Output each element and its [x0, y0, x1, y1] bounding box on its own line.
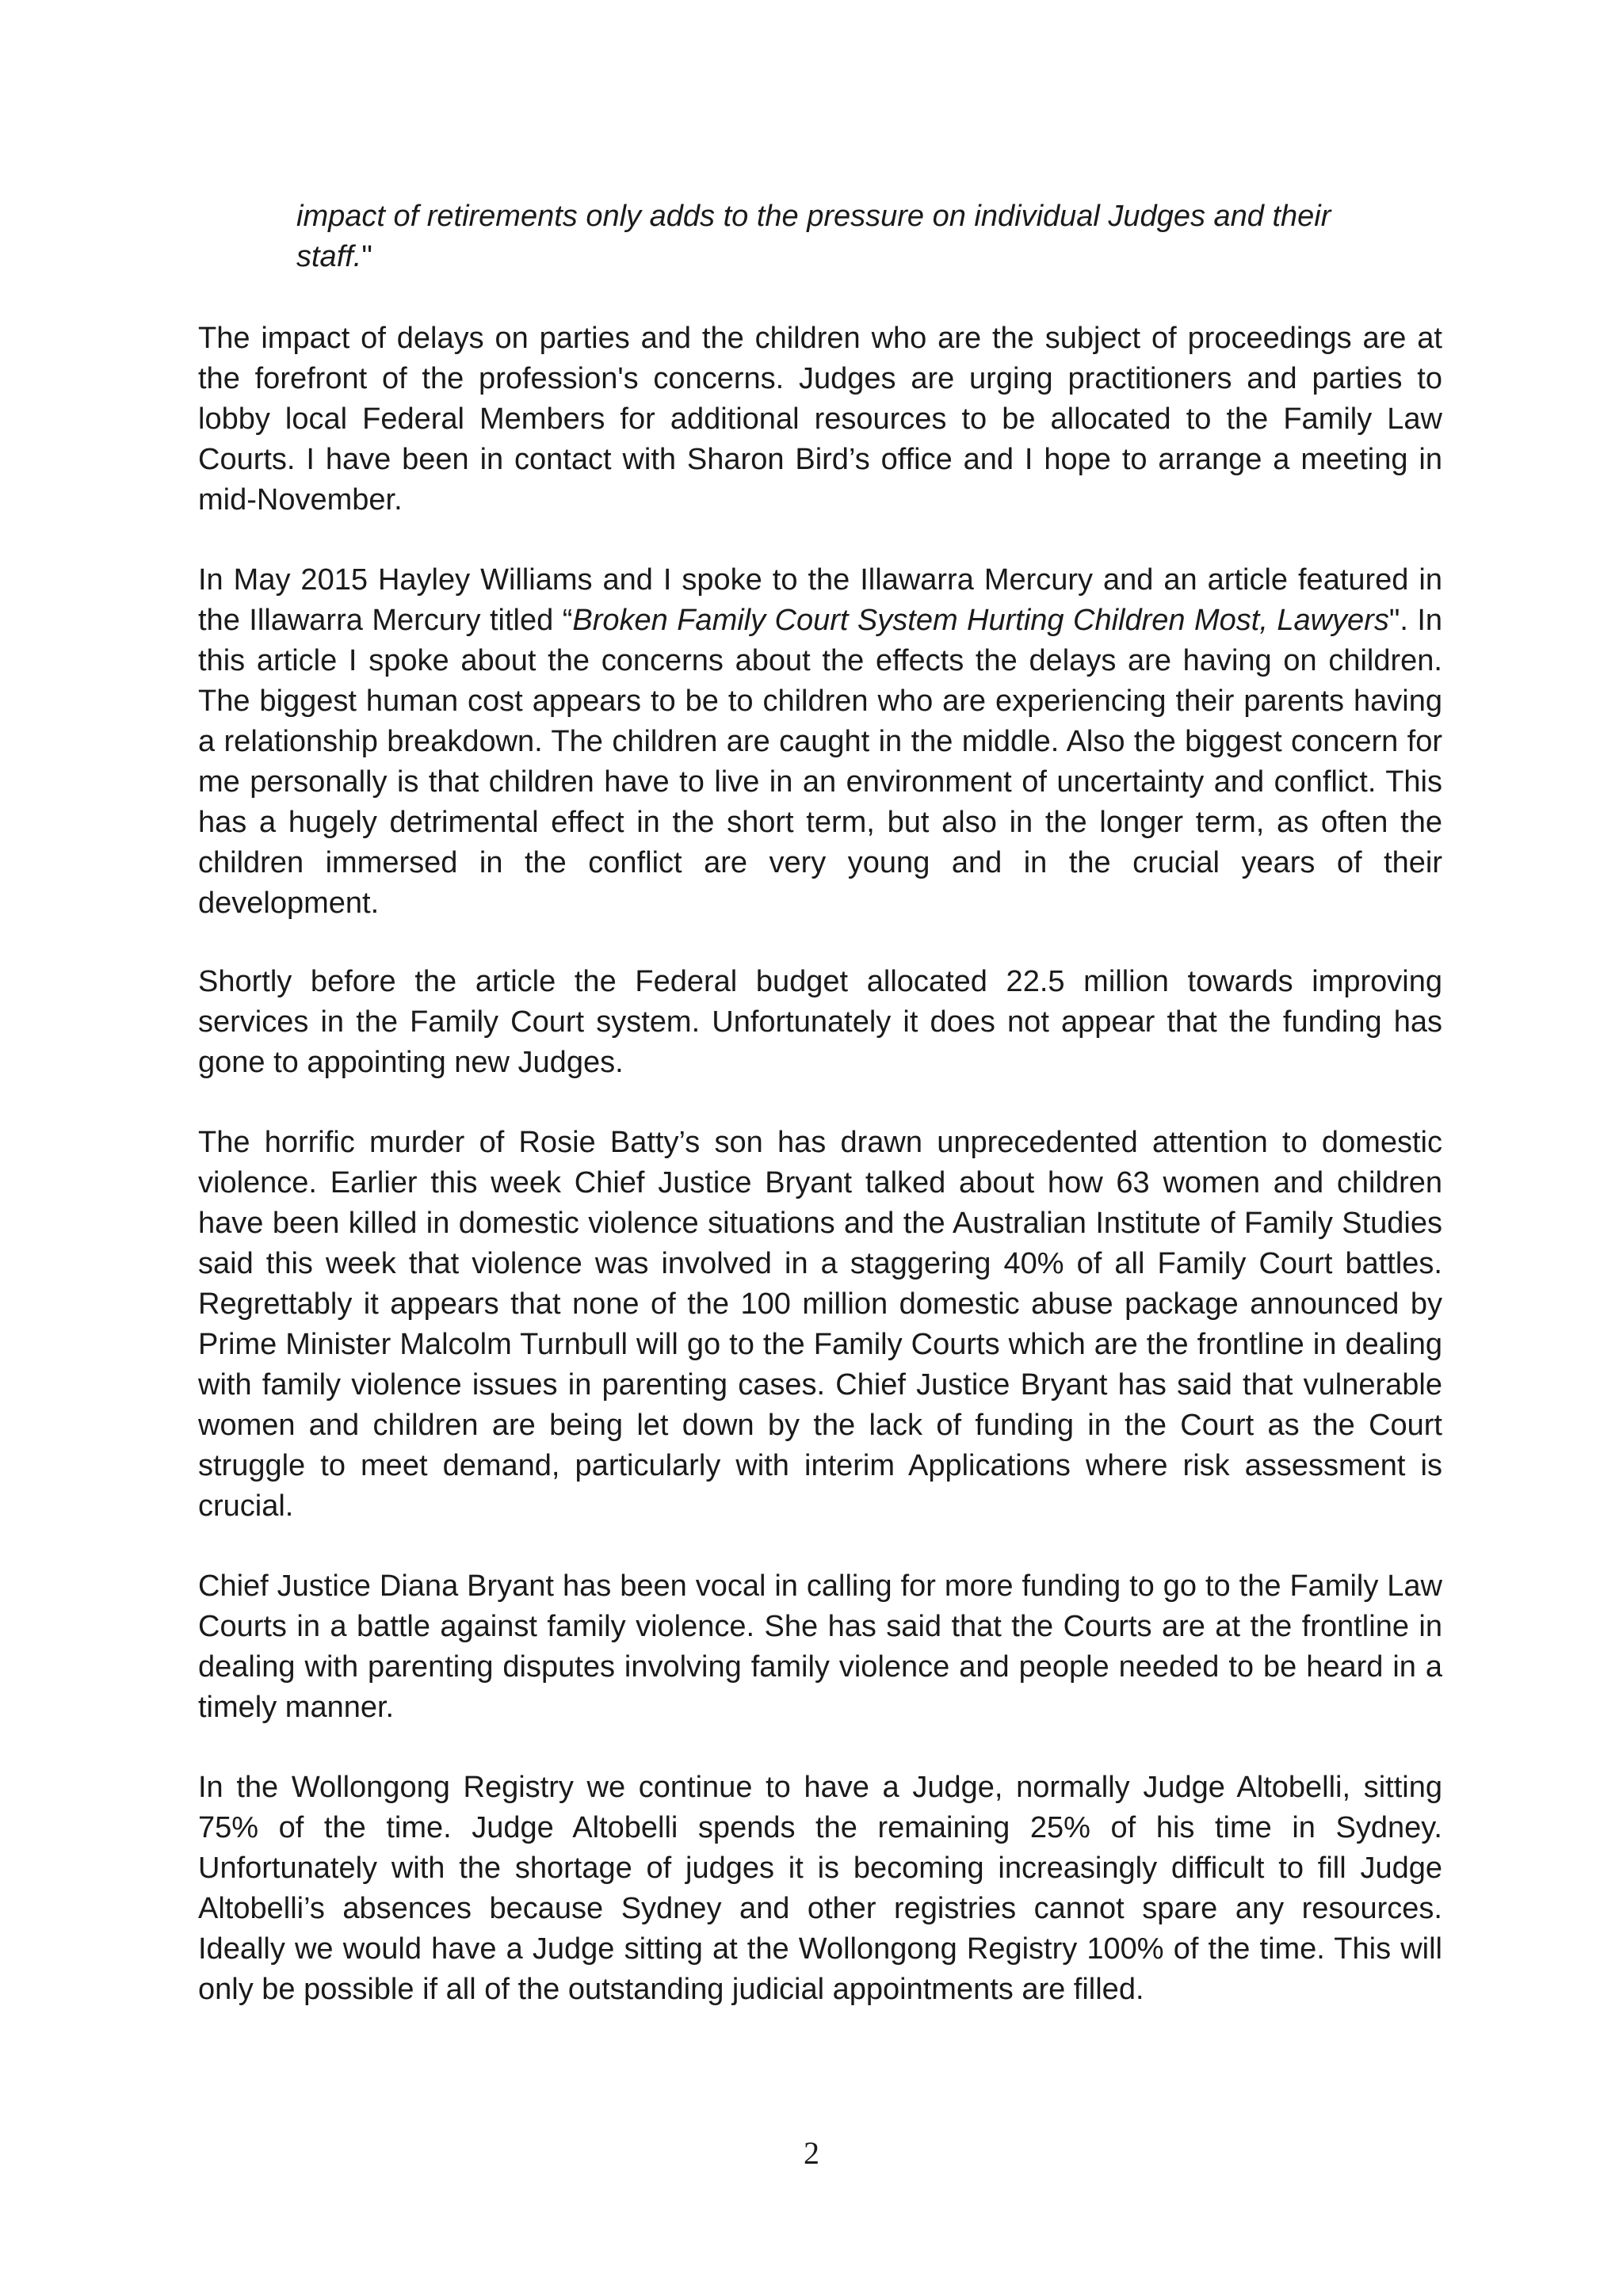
paragraph-illawarra-lead: In May 2015 Hayley Williams and I spoke to the Illawarra Mercury and an article featured in the Illawarra Mercury titled “ — [198, 563, 1442, 637]
quote-closing-mark: " — [361, 240, 372, 273]
quote-text: impact of retirements only adds to the pressure on individual Judges and their staff. — [296, 200, 1331, 273]
page-number: 2 — [804, 2135, 819, 2171]
article-title: Broken Family Court System Hurting Children Most, Lawyers — [572, 604, 1389, 637]
paragraph-wollongong-registry: In the Wollongong Registry we continue to have a Judge, normally Judge Altobelli, sitting 75% of the time. Judge Altobelli spends the remaining 25% of his time in Sydney. Unfortunately with the shortage of judges it is becoming increasingly difficult to fill Judge Altobelli’s absences because Sydney and other registries cannot spare any resources. Ideally we would have a Judge sitting at the Wollongong Registry 100% of the time. This will only be possible if all of the outstanding judicial appointments are filled. — [198, 1771, 1442, 2006]
paragraph-delays: The impact of delays on parties and the children who are the subject of proceedings are at the forefront of the profession's concerns. Judges are urging practitioners and parties to lobby local Federal Members for additional resources to be allocated to the Family Law Courts. I have been in contact with Sharon Bird’s office and I hope to arrange a meeting in mid-November. — [198, 322, 1442, 517]
paragraph-illawarra-body: ". In this article I spoke about the concerns about the effects the delays are having on children. The biggest human cost appears to be to children who are experiencing their parents having a relationship breakdown. The children are caught in the middle. Also the biggest concern for me personally is that children have to live in an environment of uncertainty and conflict. This has a hugely detrimental effect in the short term, but also in the longer term, as often the children immersed in the conflict are very young and in the crucial years of their development. — [198, 604, 1443, 920]
paragraph-illawarra-mercury — [198, 560, 1442, 924]
paragraph-domestic-violence: The horrific murder of Rosie Batty’s son has drawn unprecedented attention to domestic violence. Earlier this week Chief Justice Bryant talked about how 63 women and children have been killed in domestic violence situations and the Australian Institute of Family Studies said this week that violence was involved in a staggering 40% of all Family Court battles. Regrettably it appears that none of the 100 million domestic abuse package announced by Prime Minister Malcolm Turnbull will go to the Family Courts which are the frontline in dealing with family violence issues in parenting cases. Chief Justice Bryant has said that vulnerable women and children are being let down by the lack of funding in the Court as the Court struggle to meet demand, particularly with interim Applications where risk assessment is crucial. — [198, 1126, 1442, 1523]
paragraph-federal-budget: Shortly before the article the Federal budget allocated 22.5 million towards improving services in the Family Court system. Unfortunately it does not appear that the funding has gone to appointing new Judges. — [198, 965, 1442, 1079]
block-quote — [296, 196, 1350, 277]
paragraph-chief-justice: Chief Justice Diana Bryant has been vocal in calling for more funding to go to the Family Law Courts in a battle against family violence. She has said that the Courts are at the frontline in dealing with parenting disputes involving family violence and people needed to be heard in a timely manner. — [198, 1569, 1442, 1724]
